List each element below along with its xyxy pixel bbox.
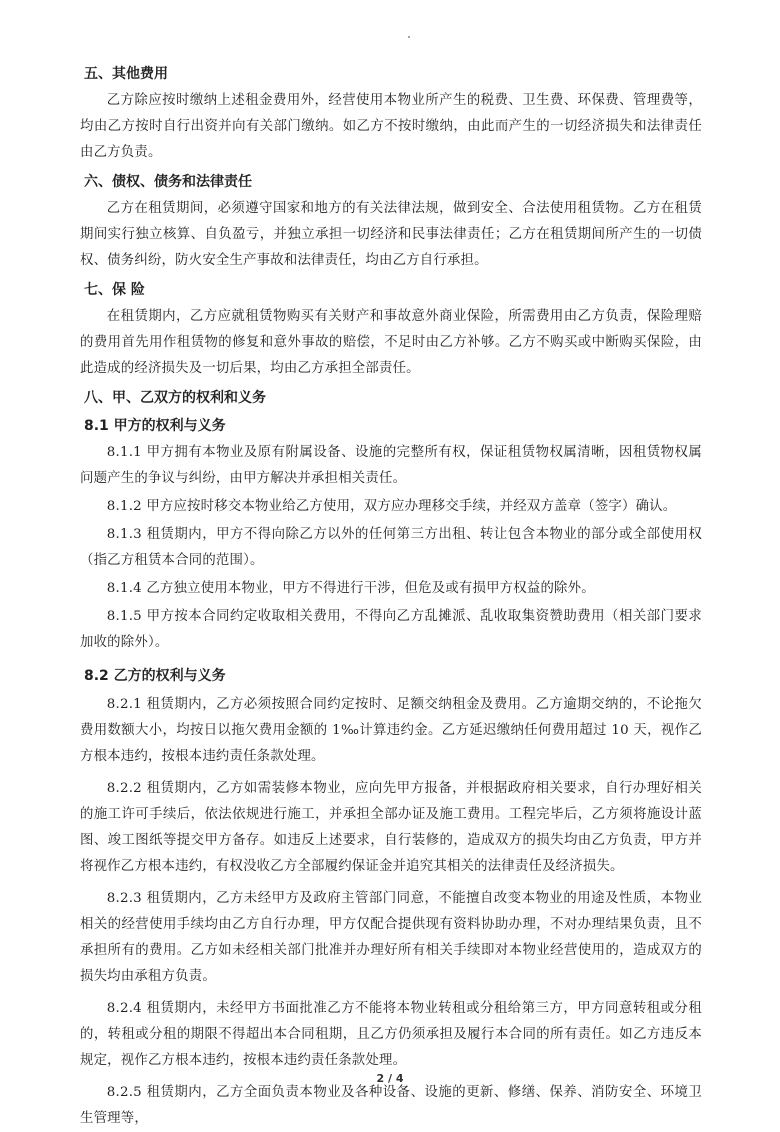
clause-8-1-1: 8.1.1 甲方拥有本物业及原有附属设备、设施的完整所有权，保证租赁物权属清晰，因租赁物权属问题产生的争议与纠纷，由甲方解决并承担相关责任。 xyxy=(80,445,702,486)
clause-8-2-3: 8.2.3 租赁期内，乙方未经甲方及政府主管部门同意，不能擅自改变本物业的用途及性质，本物业相关的经营使用手续均由乙方自行办理，甲方仅配合提供现有资料协助办理，不对办理结果负责，且不承担所有的费用。乙方如未经相关部门批准并办理好所有相关手续即对本物业经营使用的，造成双方的损失均由承租方负责。 xyxy=(80,891,702,984)
clause-8-2-2: 8.2.2 租赁期内，乙方如需装修本物业，应向先甲方报备，并根据政府相关要求，自行办理好相关的施工许可手续后，依法依规进行施工，并承担全部办证及施工费用。工程完毕后，乙方须将施设计蓝图、竣工图纸等提交甲方备存。如违反上述要求，自行装修的，造成双方的损失均由乙方负责，甲方并将视作乙方根本违约，有权没收乙方全部履约保证金并追究其相关的法律责任及经济损失。 xyxy=(80,781,702,874)
clause-8-2-1: 8.2.1 租赁期内，乙方必须按照合同约定按时、足额交纳租金及费用。乙方逾期交纳的，不论拖欠费用数额大小，均按日以拖欠费用金额的 1‰计算违约金。乙方延迟缴纳任何费用超过 10 天，视作乙方根本违约，按根本违约责任条款处理。 xyxy=(80,697,702,764)
subsection-8-1-title: 8.1 甲方的权利与义务 xyxy=(84,418,226,434)
clause-8-1-4: 8.1.4 乙方独立使用本物业，甲方不得进行干涉，但危及或有损甲方权益的除外。 xyxy=(106,581,595,596)
section-7-paragraph: 在租赁期内，乙方应就租赁物购买有关财产和事故意外商业保险，所需费用由乙方负责，保险理赔的费用首先用作租赁物的修复和意外事故的赔偿，不足时由乙方补够。乙方不购买或中断购买保险，由此造成的经济损失及一切后果，均由乙方承担全部责任。 xyxy=(80,309,702,376)
clause-8-2-5: 8.2.5 租赁期内，乙方全面负责本物业及各种设备、设施的更新、修缮、保养、消防安全、环境卫生管理等， xyxy=(80,1085,702,1126)
scan-speck xyxy=(408,36,410,38)
clause-8-2-4: 8.2.4 租赁期内，未经甲方书面批准乙方不能将本物业转租或分租给第三方，甲方同意转租或分租的，转租或分租的期限不得超出本合同租期，且乙方仍须承担及履行本合同的所有责任。如乙方违反本规定，视作乙方根本违约，按根本违约责任条款处理。 xyxy=(80,1001,702,1068)
section-8-title: 八、甲、乙双方的权利和义务 xyxy=(84,390,266,406)
clause-8-1-5: 8.1.5 甲方按本合同约定收取相关费用，不得向乙方乱摊派、乱收取集资赞助费用（相关部门要求加收的除外）。 xyxy=(80,609,702,650)
clause-8-1-3: 8.1.3 租赁期内，甲方不得向除乙方以外的任何第三方出租、转让包含本物业的部分或全部使用权（指乙方租赁本合同的范围）。 xyxy=(80,527,702,568)
section-6-paragraph: 乙方在租赁期间，必须遵守国家和地方的有关法律法规，做到安全、合法使用租赁物。乙方在租赁期间实行独立核算、自负盈亏，并独立承担一切经济和民事法律责任；乙方在租赁期间所产生的一切债权、债务纠纷，防火安全生产事故和法律责任，均由乙方自行承担。 xyxy=(80,201,702,268)
section-7-title: 七、保 险 xyxy=(84,282,145,298)
section-5-paragraph: 乙方除应按时缴纳上述租金费用外，经营使用本物业所产生的税费、卫生费、环保费、管理费等，均由乙方按时自行出资并向有关部门缴纳。如乙方不按时缴纳，由此而产生的一切经济损失和法律责任由乙方负责。 xyxy=(80,93,702,160)
subsection-8-2-title: 8.2 乙方的权利与义务 xyxy=(84,668,226,684)
page-number: 2 / 4 xyxy=(376,1072,404,1085)
section-5-title: 五、其他费用 xyxy=(84,66,168,82)
section-6-title: 六、债权、债务和法律责任 xyxy=(84,174,252,190)
clause-8-1-2: 8.1.2 甲方应按时移交本物业给乙方使用，双方应办理移交手续，并经双方盖章（签字）确认。 xyxy=(106,499,677,514)
